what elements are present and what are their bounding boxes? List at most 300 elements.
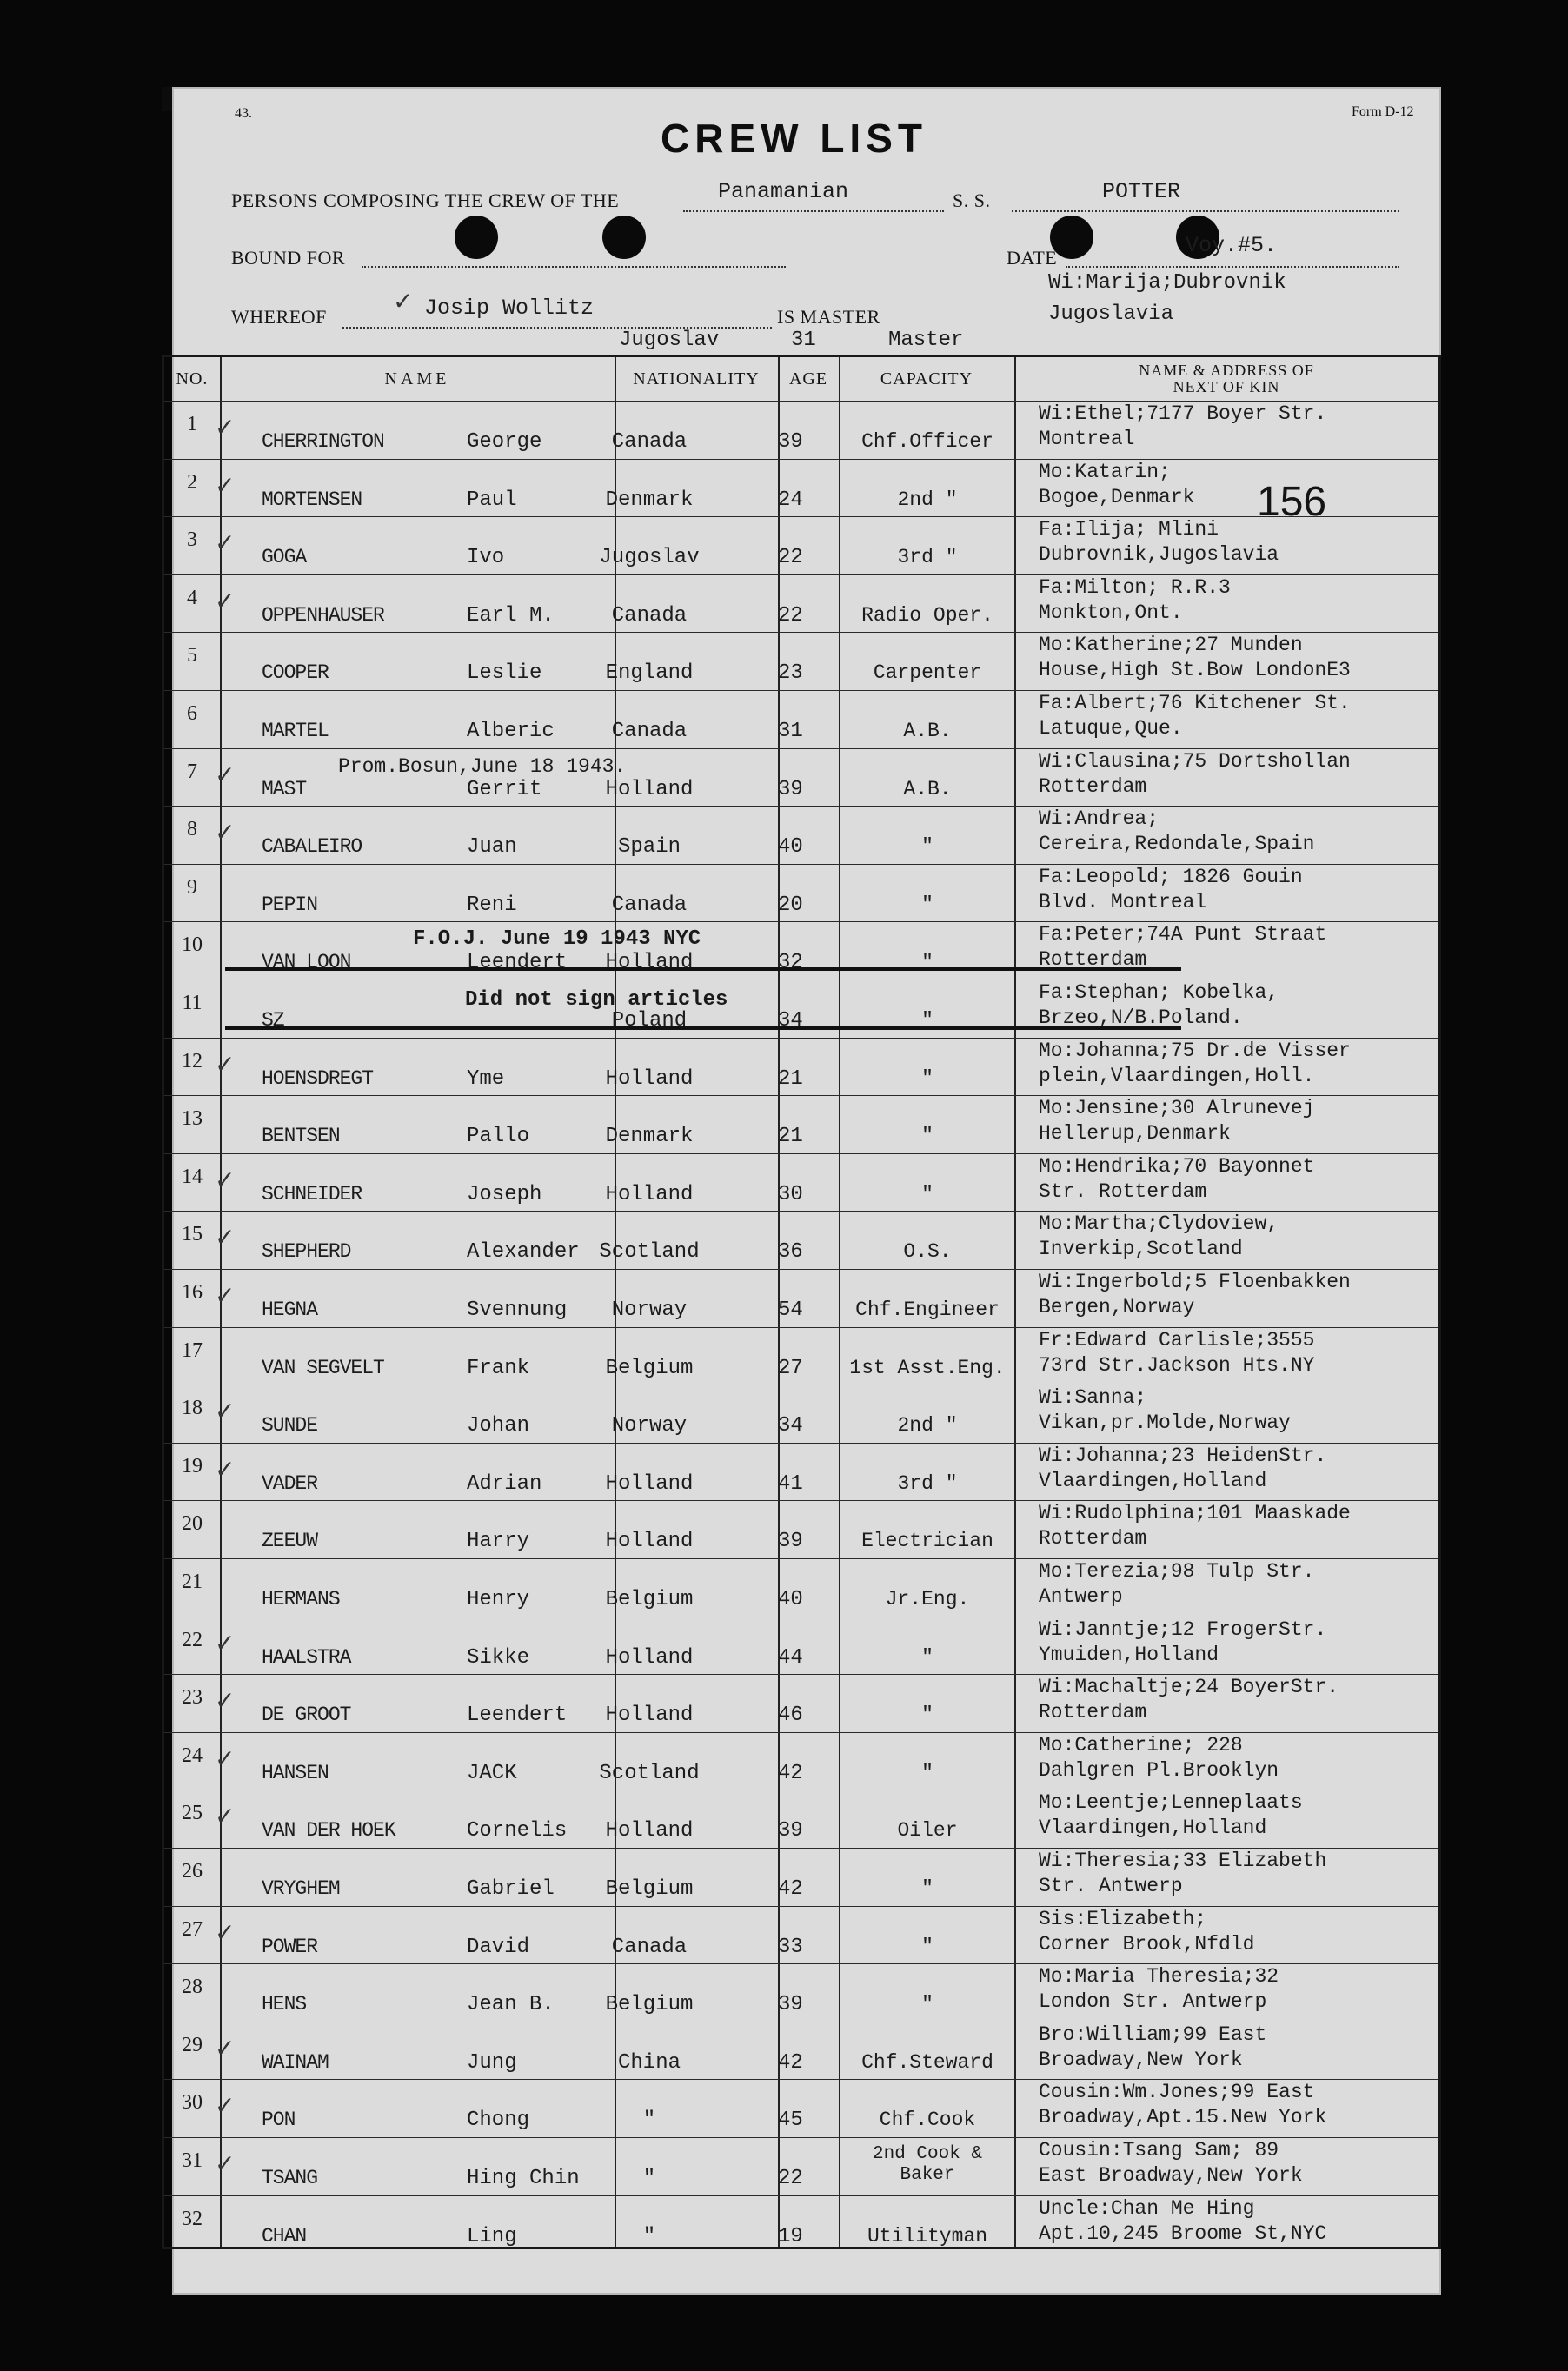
table-row <box>164 1327 1438 1385</box>
row-divider <box>164 1558 1438 1559</box>
crew-age: 42 <box>778 1761 803 1785</box>
next-of-kin-line2: East Broadway,New York <box>1039 2164 1303 2187</box>
crew-capacity: " <box>921 1935 933 1958</box>
crew-surname: COOPER <box>262 661 329 685</box>
crew-number: 3 <box>187 528 197 552</box>
crew-capacity: O.S. <box>903 1240 952 1264</box>
next-of-kin-line2: Dubrovnik,Jugoslavia <box>1039 543 1279 567</box>
next-of-kin-line2: Rotterdam <box>1039 774 1147 798</box>
col-header-next-of-kin <box>1014 357 1438 401</box>
row-divider <box>164 921 1438 922</box>
crew-number: 8 <box>187 818 197 841</box>
row-divider <box>164 1153 1438 1154</box>
crew-surname: CHAN <box>262 2224 307 2248</box>
row-divider <box>164 1963 1438 1964</box>
crew-age: 20 <box>778 893 803 917</box>
crew-given-name: Adrian <box>467 1471 542 1496</box>
crew-capacity: " <box>921 1066 933 1090</box>
crew-capacity: Oiler <box>897 1819 958 1843</box>
check-mark: ✓ <box>215 1686 236 1716</box>
crew-nationality: Spain <box>617 835 681 860</box>
ss-line <box>1012 210 1399 212</box>
crew-number: 27 <box>182 1917 203 1941</box>
crew-nationality: Belgium <box>605 1877 694 1901</box>
crew-number: 19 <box>182 1454 203 1478</box>
crew-capacity: " <box>921 893 933 916</box>
crew-surname: BENTSEN <box>262 1125 340 1148</box>
crew-surname: CHERRINGTON <box>262 430 384 453</box>
crew-surname: VRYGHEM <box>262 1877 340 1900</box>
row-divider <box>164 2137 1438 2138</box>
next-of-kin-line1: Wi:Machaltje;24 BoyerStr. <box>1039 1676 1339 1699</box>
next-of-kin-line2: Blvd. Montreal <box>1039 890 1207 913</box>
crew-nationality: Norway <box>611 1298 688 1322</box>
crew-age: 22 <box>778 546 803 570</box>
bound-for-line <box>362 266 786 268</box>
crew-capacity: Carpenter <box>873 661 982 685</box>
table-row <box>164 632 1438 689</box>
crew-number: 17 <box>182 1338 203 1362</box>
crew-age: 40 <box>778 835 803 860</box>
next-of-kin-line1: Mo:Johanna;75 Dr.de Visser <box>1039 1039 1351 1062</box>
crew-nationality: Holland <box>605 1704 694 1728</box>
master-name: Josip Wollitz <box>424 296 595 321</box>
crew-number: 1 <box>187 413 197 435</box>
crew-surname: HENS <box>262 1993 307 2016</box>
crew-nationality: Scotland <box>599 1761 700 1785</box>
table-row <box>164 690 1438 747</box>
row-divider <box>164 864 1438 865</box>
crew-nationality: Canada <box>611 720 688 743</box>
crew-nationality: Holland <box>605 1645 694 1670</box>
crew-given-name: Alberic <box>467 720 555 743</box>
table-row <box>164 2079 1438 2136</box>
crew-number: 16 <box>182 1281 203 1304</box>
next-of-kin-line1: Wi:Ethel;7177 Boyer Str. <box>1039 402 1327 425</box>
next-of-kin-line1: Cousin:Tsang Sam; 89 <box>1039 2139 1279 2162</box>
crew-capacity: A.B. <box>903 720 952 742</box>
crew-capacity: Chf.Cook <box>879 2109 976 2132</box>
crew-surname: WAINAM <box>262 2050 329 2074</box>
crew-nationality: Norway <box>611 1414 688 1438</box>
crew-given-name: Reni <box>467 893 517 917</box>
check-mark: ✓ <box>215 2149 236 2178</box>
table-row <box>164 1963 1438 2021</box>
table-row <box>164 2137 1438 2195</box>
crew-surname: POWER <box>262 1935 318 1958</box>
crew-age: 23 <box>778 661 803 686</box>
row-divider <box>164 459 1438 460</box>
next-of-kin-line2: Rotterdam <box>1039 1527 1147 1551</box>
crew-capacity: Radio Oper. <box>861 603 993 627</box>
crew-age: 44 <box>778 1645 803 1670</box>
crew-age: 21 <box>778 1066 803 1091</box>
crew-number: 31 <box>182 2149 203 2172</box>
table-row <box>164 574 1438 632</box>
table-row <box>164 1732 1438 1790</box>
check-mark: ✓ <box>215 760 236 789</box>
row-divider <box>164 1038 1438 1039</box>
crew-capacity: " <box>921 1877 933 1900</box>
next-of-kin-line1: Mo:Terezia;98 Tulp Str. <box>1039 1560 1315 1583</box>
crew-number: 7 <box>187 760 197 783</box>
crew-age: 30 <box>778 1182 803 1206</box>
crew-given-name: Frank <box>467 1356 530 1380</box>
crew-nationality: Holland <box>605 1530 694 1554</box>
next-of-kin-line1: Fa:Milton; R.R.3 <box>1039 575 1231 599</box>
col-header-kin-line1: NAME & ADDRESS OF <box>1139 362 1314 379</box>
crew-given-name: Harry <box>467 1530 530 1554</box>
crew-nationality: Holland <box>605 777 694 801</box>
crew-surname: PON <box>262 2109 296 2132</box>
crew-capacity: Electrician <box>861 1530 993 1553</box>
crew-age: 22 <box>778 603 803 628</box>
crew-surname: CABALEIRO <box>262 835 362 859</box>
ship-name: POTTER <box>1102 179 1181 204</box>
crew-nationality: China <box>617 2050 681 2075</box>
crew-number: 28 <box>182 1976 203 1999</box>
table-row <box>164 1269 1438 1326</box>
crew-number: 6 <box>187 702 197 725</box>
crew-capacity: " <box>921 1993 933 2016</box>
crew-number: 32 <box>182 2207 203 2230</box>
crew-nationality: Poland <box>611 1009 688 1033</box>
table-row <box>164 1848 1438 1905</box>
crew-nationality: England <box>605 661 694 686</box>
next-of-kin-line1: Wi:Rudolphina;101 Maaskade <box>1039 1502 1351 1525</box>
crew-age: 36 <box>778 1240 803 1265</box>
crew-age: 42 <box>778 2050 803 2075</box>
table-row <box>164 1038 1438 1095</box>
next-of-kin-line2: Broadway,Apt.15.New York <box>1039 2106 1327 2129</box>
row-divider <box>164 690 1438 691</box>
next-of-kin-line2: Str. Rotterdam <box>1039 1179 1207 1203</box>
crew-capacity: " <box>921 1182 933 1205</box>
check-mark: ✓ <box>215 1917 236 1947</box>
row-divider <box>164 1848 1438 1849</box>
check-mark: ✓ <box>215 1454 236 1484</box>
table-row <box>164 864 1438 921</box>
date-value: Voy.#5. <box>1186 233 1278 258</box>
next-of-kin-line2: Bogoe,Denmark <box>1039 485 1195 508</box>
crew-nationality: Jugoslav <box>599 546 700 570</box>
next-of-kin-line2: Rotterdam <box>1039 1701 1147 1724</box>
crew-number: 20 <box>182 1512 203 1536</box>
next-of-kin-line2: Cereira,Redondale,Spain <box>1039 833 1315 856</box>
crew-capacity: 3rd " <box>897 546 958 569</box>
crew-number: 21 <box>182 1571 203 1593</box>
next-of-kin-line2: Vlaardingen,Holland <box>1039 1816 1267 1840</box>
crew-given-name: Hing Chin <box>467 2167 580 2190</box>
binder-hole <box>602 216 646 259</box>
crew-nationality: " <box>642 2224 656 2248</box>
crew-capacity: " <box>921 1009 933 1032</box>
row-divider <box>164 748 1438 749</box>
crew-age: 19 <box>778 2224 803 2248</box>
next-of-kin-line1: Wi:Theresia;33 Elizabeth <box>1039 1850 1327 1872</box>
crew-nationality: Holland <box>605 1182 694 1206</box>
col-header-capacity: CAPACITY <box>880 369 973 389</box>
next-of-kin-line2: Latuque,Que. <box>1039 717 1183 740</box>
next-of-kin-line2: Inverkip,Scotland <box>1039 1238 1243 1261</box>
crew-age: 39 <box>778 1819 803 1843</box>
crew-nationality: Canada <box>611 1935 688 1959</box>
crew-capacity: 1st Asst.Eng. <box>849 1356 1006 1379</box>
row-divider <box>164 1674 1438 1675</box>
crew-age: 45 <box>778 2109 803 2133</box>
crew-capacity: A.B. <box>903 777 952 800</box>
crew-capacity: 2nd " <box>897 1414 958 1438</box>
crew-capacity: Chf.Engineer <box>855 1298 1000 1321</box>
check-mark: ✓ <box>215 413 236 442</box>
crew-age: 40 <box>778 1588 803 1611</box>
next-of-kin-line2: Vikan,pr.Molde,Norway <box>1039 1411 1291 1435</box>
next-of-kin-line2: Broadway,New York <box>1039 2048 1243 2071</box>
crew-surname: SCHNEIDER <box>262 1182 362 1205</box>
crew-given-name: Jean B. <box>467 1993 555 2017</box>
crew-age: 42 <box>778 1877 803 1901</box>
crew-given-name: Paul <box>467 488 517 512</box>
crew-nationality: Holland <box>605 1471 694 1496</box>
next-of-kin-line1: Mo:Hendrika;70 Bayonnet <box>1039 1154 1315 1178</box>
crew-number: 13 <box>182 1107 203 1131</box>
crew-given-name: Earl M. <box>467 603 555 628</box>
crew-surname: HANSEN <box>262 1761 329 1784</box>
binder-hole <box>455 216 498 259</box>
row-divider <box>164 1327 1438 1328</box>
check-mark: ✓ <box>215 1165 236 1194</box>
crew-nationality: Scotland <box>599 1240 700 1265</box>
next-of-kin-line1: Sis:Elizabeth; <box>1039 1907 1207 1930</box>
crew-age: 39 <box>778 1993 803 2017</box>
next-of-kin-line1: Fa:Ilija; Mlini <box>1039 518 1219 541</box>
crew-given-name: Ling <box>467 2224 517 2248</box>
row-divider <box>164 2195 1438 2196</box>
crew-number: 4 <box>187 586 197 609</box>
strike-line <box>225 1026 1181 1030</box>
next-of-kin-line1: Fr:Edward Carlisle;3555 <box>1039 1328 1315 1352</box>
next-of-kin-line1: Wi:Sanna; <box>1039 1386 1147 1410</box>
next-of-kin-line1: Mo:Katherine;27 Munden <box>1039 634 1303 657</box>
row-divider <box>164 1500 1438 1501</box>
next-of-kin-line1: Fa:Stephan; Kobelka, <box>1039 981 1279 1004</box>
crew-number: 18 <box>182 1397 203 1420</box>
next-of-kin-line2: Vlaardingen,Holland <box>1039 1469 1267 1492</box>
next-of-kin-line2: Corner Brook,Nfdld <box>1039 1932 1255 1956</box>
crew-given-name: Svennung <box>467 1298 568 1322</box>
crew-number: 23 <box>182 1686 203 1710</box>
table-row <box>164 516 1438 574</box>
master-nationality: Jugoslav <box>619 329 720 352</box>
crew-nationality: Denmark <box>605 1125 694 1149</box>
crew-age: 22 <box>778 2167 803 2190</box>
next-of-kin-line2: Apt.10,245 Broome St,NYC <box>1039 2222 1327 2245</box>
check-mark: ✓ <box>393 287 414 315</box>
check-mark: ✓ <box>215 2091 236 2121</box>
row10-overtype: F.O.J. June 19 1943 NYC <box>413 927 701 951</box>
next-of-kin-line1: Uncle:Chan Me Hing <box>1039 2196 1255 2220</box>
crew-surname: VAN DER HOEK <box>262 1819 395 1843</box>
ss-label: S. S. <box>953 189 991 211</box>
crew-given-name: JACK <box>467 1761 517 1785</box>
next-of-kin-line2: Montreal <box>1039 428 1135 450</box>
next-of-kin-line2: Antwerp <box>1039 1585 1123 1608</box>
next-of-kin-line2: Str. Antwerp <box>1039 1875 1183 1897</box>
crew-surname: MARTEL <box>262 720 329 742</box>
promotion-note: Prom.Bosun,June 18 1943. <box>338 755 627 778</box>
next-of-kin-line1: Fa:Leopold; 1826 Gouin <box>1039 865 1303 888</box>
strike-line <box>225 967 1181 971</box>
table-row <box>164 2022 1438 2079</box>
next-of-kin-line1: Fa:Peter;74A Punt Straat <box>1039 923 1327 946</box>
next-of-kin-line1: Bro:William;99 East <box>1039 2022 1267 2046</box>
crew-surname: VAN LOON <box>262 951 351 974</box>
table-row <box>164 1211 1438 1268</box>
crew-capacity: Utilityman <box>867 2224 988 2248</box>
crew-of-value: Panamanian <box>718 179 849 204</box>
crew-capacity: Chf.Steward <box>861 2050 993 2074</box>
crew-age: 21 <box>778 1125 803 1149</box>
next-of-kin-line2: 73rd Str.Jackson Hts.NY <box>1039 1353 1315 1377</box>
crew-age: 27 <box>778 1356 803 1380</box>
crew-surname: DE GROOT <box>262 1704 351 1727</box>
crew-of-line <box>683 210 944 212</box>
crew-nationality: Holland <box>605 1819 694 1843</box>
crew-number: 11 <box>182 992 203 1014</box>
crew-surname: HOENSDREGT <box>262 1066 374 1090</box>
next-of-kin-line2: Dahlgren Pl.Brooklyn <box>1039 1758 1279 1782</box>
crew-surname: PEPIN <box>262 893 318 916</box>
check-mark: ✓ <box>215 1802 236 1831</box>
crew-given-name: Leendert <box>467 1704 568 1728</box>
row11-overtype: Did not sign articles <box>465 988 728 1012</box>
crew-age: 39 <box>778 777 803 801</box>
date-line <box>1066 266 1399 268</box>
row-divider <box>164 1269 1438 1270</box>
next-of-kin-line2: Brzeo,N/B.Poland. <box>1039 1006 1243 1029</box>
row-divider <box>164 401 1438 402</box>
next-of-kin-line1: Mo:Katarin; <box>1039 460 1171 483</box>
crew-given-name: Gerrit <box>467 777 542 801</box>
crew-surname: HAALSTRA <box>262 1645 351 1669</box>
table-row <box>164 1906 1438 1963</box>
date-label: DATE <box>1007 247 1058 269</box>
master-kin-line1: Wi:Marija;Dubrovnik <box>1048 271 1286 295</box>
next-of-kin-line1: Mo:Catherine; 228 <box>1039 1733 1243 1757</box>
row-divider <box>164 1732 1438 1733</box>
crew-number: 26 <box>182 1860 203 1883</box>
check-mark: ✓ <box>215 1628 236 1657</box>
next-of-kin-line1: Wi:Ingerbold;5 Floenbakken <box>1039 1271 1351 1293</box>
col-header-no: NO. <box>176 369 209 389</box>
crew-given-name: Cornelis <box>467 1819 568 1843</box>
table-row <box>164 806 1438 863</box>
table-row <box>164 1674 1438 1731</box>
crew-given-name: Henry <box>467 1588 530 1611</box>
row-divider <box>164 1095 1438 1096</box>
crew-number: 24 <box>182 1743 203 1767</box>
next-of-kin-line1: Cousin:Wm.Jones;99 East <box>1039 2081 1315 2104</box>
crew-age: 54 <box>778 1298 803 1322</box>
next-of-kin-line1: Mo:Martha;Clydoview, <box>1039 1212 1279 1236</box>
crew-nationality: " <box>642 2109 656 2133</box>
master-age: 31 <box>791 329 816 352</box>
check-mark: ✓ <box>215 1397 236 1426</box>
crew-surname: HERMANS <box>262 1588 340 1611</box>
col-header-kin-line2: NEXT OF KIN <box>1173 378 1280 395</box>
crew-given-name: Yme <box>467 1066 505 1091</box>
crew-age: 32 <box>778 951 803 975</box>
crew-surname: HEGNA <box>262 1298 318 1321</box>
col-header-nationality: NATIONALITY <box>633 369 760 389</box>
check-mark: ✓ <box>215 1049 236 1079</box>
crew-age: 41 <box>778 1471 803 1496</box>
crew-capacity: " <box>921 1761 933 1784</box>
table-row <box>164 1385 1438 1442</box>
table-row <box>164 459 1438 516</box>
crew-number: 12 <box>182 1049 203 1073</box>
crew-surname: SZ <box>262 1009 284 1032</box>
crew-nationality: Holland <box>605 951 694 975</box>
next-of-kin-line1: Mo:Leentje;Lenneplaats <box>1039 1791 1303 1815</box>
crew-given-name: Joseph <box>467 1182 542 1206</box>
row-divider <box>164 806 1438 807</box>
next-of-kin-line2: Hellerup,Denmark <box>1039 1122 1231 1146</box>
table-row <box>164 1558 1438 1616</box>
crew-table <box>162 355 1441 2249</box>
master-kin-line2: Jugoslavia <box>1048 302 1174 326</box>
next-of-kin-line1: Wi:Janntje;12 FrogerStr. <box>1039 1617 1327 1641</box>
crew-age: 46 <box>778 1704 803 1728</box>
crew-given-name: Chong <box>467 2109 530 2133</box>
is-master-label: IS MASTER <box>777 306 880 328</box>
crew-given-name: Alexander <box>467 1240 580 1265</box>
row-divider <box>164 516 1438 517</box>
crew-surname: OPPENHAUSER <box>262 603 384 627</box>
crew-number: 10 <box>182 933 203 957</box>
crew-nationality: Canada <box>611 430 688 454</box>
check-mark: ✓ <box>215 1223 236 1252</box>
crew-age: 39 <box>778 1530 803 1554</box>
table-row <box>164 1095 1438 1152</box>
crew-given-name: Ivo <box>467 546 505 570</box>
crew-capacity: " <box>921 1125 933 1148</box>
crew-age: 34 <box>778 1009 803 1033</box>
crew-number: 25 <box>182 1802 203 1825</box>
crew-nationality: " <box>642 2167 656 2190</box>
crew-age: 39 <box>778 430 803 454</box>
crew-given-name: Pallo <box>467 1125 530 1149</box>
row-divider <box>164 1906 1438 1907</box>
crew-nationality: Denmark <box>605 488 694 512</box>
row-divider <box>164 574 1438 575</box>
crew-given-name: Leslie <box>467 661 542 686</box>
crew-number: 9 <box>187 875 197 899</box>
crew-capacity: 3rd " <box>897 1471 958 1495</box>
crew-surname: SHEPHERD <box>262 1240 351 1264</box>
next-of-kin-line2: plein,Vlaardingen,Holl. <box>1039 1064 1315 1087</box>
check-mark: ✓ <box>215 1743 236 1773</box>
crew-capacity: " <box>921 1645 933 1669</box>
next-of-kin-line2: Monkton,Ont. <box>1039 601 1183 624</box>
crew-age: 33 <box>778 1935 803 1959</box>
page-title: CREW LIST <box>661 116 927 161</box>
crew-given-name: Johan <box>467 1414 530 1438</box>
table-row <box>164 1443 1438 1500</box>
crew-nationality: Holland <box>605 1066 694 1091</box>
crew-number: 15 <box>182 1223 203 1246</box>
crew-capacity: 2nd " <box>897 488 958 511</box>
